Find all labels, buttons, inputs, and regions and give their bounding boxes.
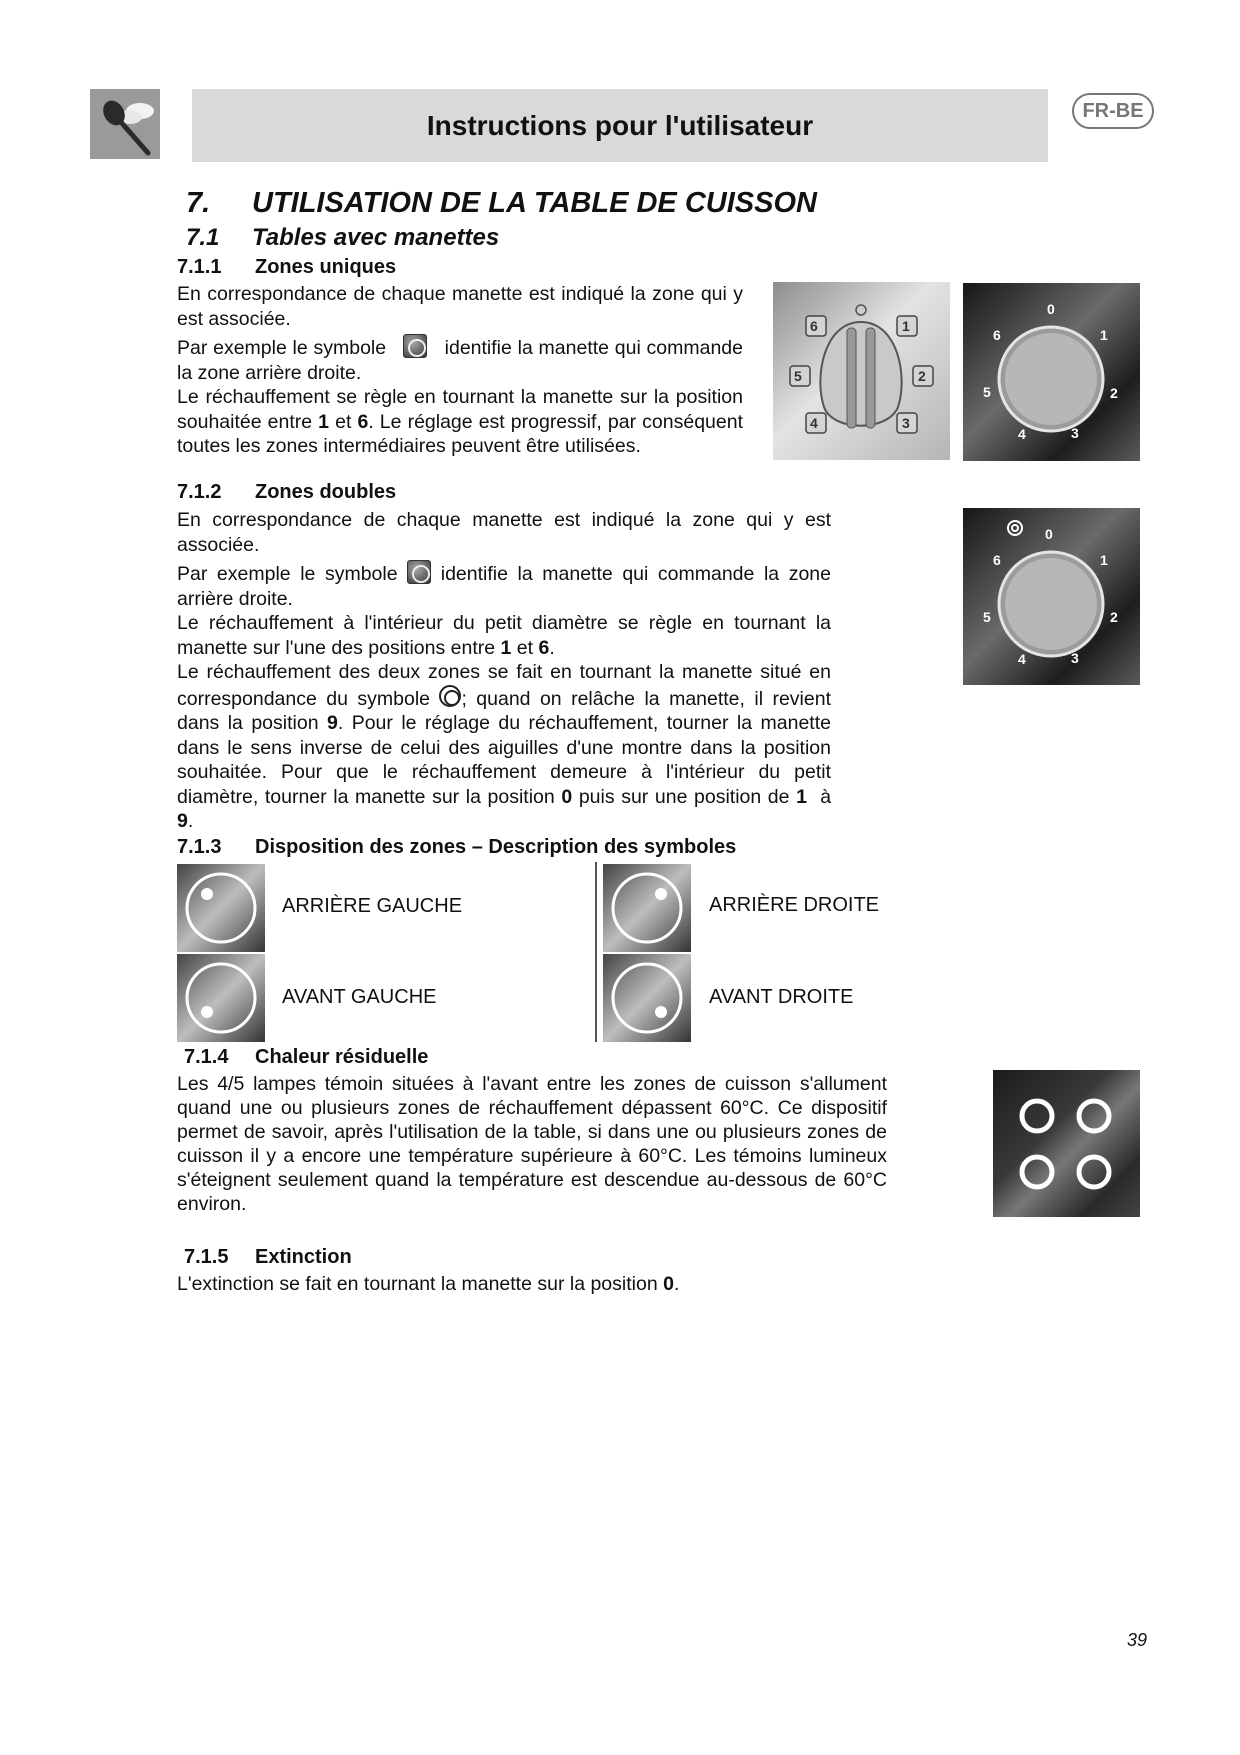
chapter-number: 7. xyxy=(186,187,211,219)
paragraph xyxy=(177,560,831,611)
subsection-heading-711 xyxy=(177,256,396,279)
subsection-number: 7.1.2 xyxy=(177,481,222,503)
section-title: Tables avec manettes xyxy=(252,224,500,251)
knob-label: 5 xyxy=(983,609,991,625)
knob-label: 0 xyxy=(1045,526,1053,542)
text-span: 0 xyxy=(663,1273,674,1295)
subsection-heading-712 xyxy=(177,481,396,504)
text-span: et xyxy=(516,636,534,659)
text-span: à xyxy=(820,785,832,808)
paragraph xyxy=(177,611,831,660)
text-span: 1 xyxy=(796,785,807,808)
zone-label-rear-left: ARRIÈRE GAUCHE xyxy=(282,895,463,917)
knob-label: 5 xyxy=(794,368,802,384)
rear-left-zone-image xyxy=(177,864,265,952)
text-span: Le réchauffement à l'intérieur du petit diamètre se règle en tournant la manette sur l'une des positions entre xyxy=(177,612,831,659)
chef-spoon-icon xyxy=(90,89,160,159)
paragraph: En correspondance de chaque manette est indiqué la zone qui y est associée. xyxy=(177,509,831,556)
knob-label: 6 xyxy=(993,552,1001,568)
header-logo xyxy=(90,89,160,159)
text-span: Le réchauffement des deux zones se fait en tournant la manette situé en correspondance du symbole xyxy=(177,661,831,710)
text-711 xyxy=(177,282,743,459)
text-span: Par exemple le symbole xyxy=(177,563,398,585)
residual-heat-image xyxy=(993,1070,1140,1217)
chapter-title: UTILISATION DE LA TABLE DE CUISSON xyxy=(252,187,817,219)
text-span: . xyxy=(673,1273,680,1295)
text-span: . xyxy=(187,810,194,832)
text-span: 1 xyxy=(318,410,330,433)
section-number: 7.1 xyxy=(186,224,220,251)
subsection-heading-715 xyxy=(184,1246,352,1269)
knob-image-dark xyxy=(963,283,1140,461)
subsection-title: Extinction xyxy=(255,1246,352,1268)
rear-right-zone-icon xyxy=(403,334,427,358)
text-714 xyxy=(177,1072,887,1216)
divider xyxy=(595,862,597,1042)
subsection-number: 7.1.1 xyxy=(177,256,222,278)
text-715 xyxy=(177,1272,977,1297)
subsection-number: 7.1.5 xyxy=(184,1246,229,1268)
zone-label-rear-right: ARRIÈRE DROITE xyxy=(709,894,880,916)
knob-label: 2 xyxy=(918,368,926,384)
subsection-title: Zones doubles xyxy=(255,481,397,503)
knob-label: 4 xyxy=(1018,651,1026,667)
knob-label: 3 xyxy=(902,415,910,431)
knob-label: 1 xyxy=(902,318,910,334)
language-badge: FR-BE xyxy=(1072,93,1154,129)
text-span: L'extinction se fait en tournant la manette sur la position xyxy=(177,1273,658,1295)
subsection-title: Zones uniques xyxy=(255,256,397,278)
front-left-zone-image xyxy=(177,954,265,1042)
subsection-heading-713 xyxy=(177,836,736,859)
paragraph xyxy=(177,660,831,834)
knob-label: 0 xyxy=(1047,301,1055,317)
text-span: 1 xyxy=(500,636,512,659)
paragraph xyxy=(177,334,743,385)
knob-label: 4 xyxy=(810,415,818,431)
subsection-number: 7.1.4 xyxy=(184,1046,229,1068)
text-span: et xyxy=(335,410,352,433)
knob-image-single xyxy=(773,282,950,460)
rear-right-zone-icon xyxy=(407,560,431,584)
zone-label-front-right: AVANT DROITE xyxy=(709,986,854,1008)
page-number: 39 xyxy=(1127,1630,1148,1650)
indicator-lamps-icon xyxy=(993,1070,1140,1217)
rear-right-zone-image xyxy=(603,864,691,952)
knob-label: 3 xyxy=(1071,650,1079,666)
double-zone-icon xyxy=(439,685,461,707)
text-span: . Pour le réglage du réchauffement, tourner la manette dans le sens inverse de celui des aiguilles d'une montre dans la position souhaitée. Pour que le réchauffement demeure à l'intérieur du petit diamètre, tourner la manette sur la position xyxy=(177,712,831,808)
text-span: Par exemple le symbole xyxy=(177,337,387,359)
subsection-title: Chaleur résiduelle xyxy=(255,1046,429,1068)
knob-label: 3 xyxy=(1071,425,1079,441)
knob-label: 4 xyxy=(1018,426,1026,442)
knob-label: 5 xyxy=(983,384,991,400)
front-right-zone-image xyxy=(603,954,691,1042)
text-span: puis sur une position de xyxy=(578,785,790,808)
zone-circle-icon xyxy=(603,864,691,952)
paragraph xyxy=(177,385,743,459)
knob-label: 1 xyxy=(1100,552,1108,568)
knob-label: 6 xyxy=(993,327,1001,343)
section-heading xyxy=(186,224,499,252)
text-span: 0 xyxy=(561,785,573,808)
text-span: . Le réglage est progressif, par conséquent toutes les zones intermédiaires peuvent être utilisées. xyxy=(177,410,743,457)
text-span: identifie la manette qui commande la zone arrière droite. xyxy=(177,337,743,384)
paragraph: Les 4/5 lampes témoin situées à l'avant entre les zones de cuisson s'allument quand une ou plusieurs zones de réchauffement dépassent 60°C. Ce dispositif permet de savoir, après l'utilisation de la table, si dans une ou plusieurs zones de cuisson il y a encore une température supérieure à 60°C. Les témoins lumineux s'éteignent seulement quand la température est descendue au-dessous de 60°C environ. xyxy=(177,1073,887,1215)
text-span: 6 xyxy=(538,636,550,659)
zone-circle-icon xyxy=(177,954,265,1042)
knob-label: 2 xyxy=(1110,609,1118,625)
text-span: 9 xyxy=(177,810,188,832)
zone-label-front-left: AVANT GAUCHE xyxy=(282,986,437,1008)
knob-label: 2 xyxy=(1110,385,1118,401)
text-span: . xyxy=(549,636,555,659)
chapter-heading xyxy=(186,187,817,220)
knob-image-double xyxy=(963,508,1140,685)
text-span: 6 xyxy=(357,410,369,433)
text-span: identifie la manette qui commande la zone arrière droite. xyxy=(177,563,831,610)
subsection-number: 7.1.3 xyxy=(177,836,222,858)
knob-label: 6 xyxy=(810,318,818,334)
text-712 xyxy=(177,508,831,834)
zone-circle-icon xyxy=(177,864,265,952)
paragraph xyxy=(177,1272,977,1297)
zone-circle-icon xyxy=(603,954,691,1042)
text-span: 9 xyxy=(326,712,338,734)
page-title: Instructions pour l'utilisateur xyxy=(426,109,814,141)
header-bar xyxy=(192,89,1048,162)
text-span: ; quand on relâche la manette, il revient dans la position xyxy=(177,687,832,734)
knob-label: 1 xyxy=(1100,327,1108,343)
paragraph: En correspondance de chaque manette est indiqué la zone qui y est associée. xyxy=(177,283,743,330)
subsection-heading-714 xyxy=(184,1046,428,1069)
text-span: Le réchauffement se règle en tournant la manette sur la position souhaitée entre xyxy=(177,386,743,433)
subsection-title: Disposition des zones – Description des symboles xyxy=(255,836,737,858)
